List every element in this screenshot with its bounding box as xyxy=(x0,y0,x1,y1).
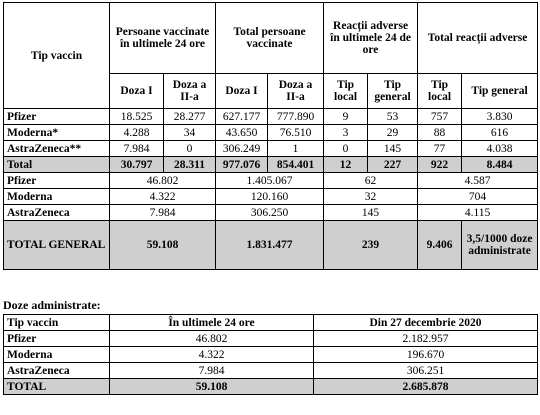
cell: 306.251 xyxy=(314,363,538,379)
cell: 1.405.067 xyxy=(216,173,324,189)
cell: 704 xyxy=(418,189,538,205)
row-name: AstraZeneca xyxy=(4,363,110,379)
table-header-row xyxy=(4,315,538,331)
cell: 7.984 xyxy=(110,363,314,379)
cell: 4.322 xyxy=(110,189,216,205)
header-persoane-24h: Persoane vaccinate în ultimele 24 ore xyxy=(110,3,216,74)
cell: 34 xyxy=(164,125,216,141)
vaccination-table xyxy=(3,2,538,270)
cell-rate: 3,5/1000 doze administrate xyxy=(462,221,538,270)
cell: 627.177 xyxy=(216,109,268,125)
cell: 7.984 xyxy=(110,141,164,157)
cell: 0 xyxy=(164,141,216,157)
row-name: Moderna xyxy=(4,189,110,205)
table-row xyxy=(4,189,538,205)
cell: 4.322 xyxy=(110,347,314,363)
cell: 239 xyxy=(324,221,418,270)
table-row xyxy=(4,331,538,347)
header-24h: În ultimele 24 ore xyxy=(110,315,314,331)
cell: 30.797 xyxy=(110,157,164,173)
header-tip-general: Tip general xyxy=(462,74,538,109)
table-row xyxy=(4,347,538,363)
cell: 88 xyxy=(418,125,462,141)
table-row xyxy=(4,141,538,157)
cell: 3.830 xyxy=(462,109,538,125)
row-name: Pfizer xyxy=(4,109,110,125)
cell: 854.401 xyxy=(268,157,324,173)
cell: 306.249 xyxy=(216,141,268,157)
table-row xyxy=(4,109,538,125)
cell: 120.160 xyxy=(216,189,324,205)
cell: 306.250 xyxy=(216,205,324,221)
cell: 7.984 xyxy=(110,205,216,221)
cell: 29 xyxy=(368,125,418,141)
table-row xyxy=(4,125,538,141)
cell: 18.525 xyxy=(110,109,164,125)
header-reactii-24h: Reacții adverse în ultimele 24 de ore xyxy=(324,3,418,74)
total-row xyxy=(4,379,538,395)
cell: 9.406 xyxy=(418,221,462,270)
row-name: Total xyxy=(4,157,110,173)
cell: 8.484 xyxy=(462,157,538,173)
header-doza1: Doza I xyxy=(110,74,164,109)
table-row xyxy=(4,173,538,189)
cell: 977.076 xyxy=(216,157,268,173)
cell: 53 xyxy=(368,109,418,125)
cell: 46.802 xyxy=(110,173,216,189)
cell: 9 xyxy=(324,109,368,125)
row-name: Moderna xyxy=(4,347,110,363)
cell: 62 xyxy=(324,173,418,189)
header-tip-local: Tip local xyxy=(324,74,368,109)
header-tip-general: Tip general xyxy=(368,74,418,109)
row-name: AstraZeneca xyxy=(4,205,110,221)
header-tip-vaccin: Tip vaccin xyxy=(4,315,110,331)
doses-table xyxy=(3,314,538,395)
row-name: TOTAL GENERAL xyxy=(4,221,110,270)
header-doza2: Doza a II-a xyxy=(268,74,324,109)
cell: 227 xyxy=(368,157,418,173)
cell: 32 xyxy=(324,189,418,205)
cell: 616 xyxy=(462,125,538,141)
section-title: Doze administrate: xyxy=(3,298,101,312)
cell: 757 xyxy=(418,109,462,125)
cell: 4.587 xyxy=(418,173,538,189)
cell: 3 xyxy=(324,125,368,141)
header-tip-vaccin: Tip vaccin xyxy=(4,3,110,109)
total-general-row xyxy=(4,221,538,270)
row-name: Pfizer xyxy=(4,173,110,189)
cell: 0 xyxy=(324,141,368,157)
cell: 59.108 xyxy=(110,221,216,270)
row-name: TOTAL xyxy=(4,379,110,395)
cell: 1 xyxy=(268,141,324,157)
cell: 12 xyxy=(324,157,368,173)
cell: 922 xyxy=(418,157,462,173)
total-row xyxy=(4,157,538,173)
cell: 196.670 xyxy=(314,347,538,363)
header-doza2: Doza a II-a xyxy=(164,74,216,109)
cell: 4.038 xyxy=(462,141,538,157)
cell: 4.115 xyxy=(418,205,538,221)
row-name: Pfizer xyxy=(4,331,110,347)
row-name: Moderna* xyxy=(4,125,110,141)
header-doza1: Doza I xyxy=(216,74,268,109)
cell: 2.182.957 xyxy=(314,331,538,347)
cell: 145 xyxy=(368,141,418,157)
cell: 4.288 xyxy=(110,125,164,141)
cell: 46.802 xyxy=(110,331,314,347)
cell: 77 xyxy=(418,141,462,157)
cell: 76.510 xyxy=(268,125,324,141)
header-since: Din 27 decembrie 2020 xyxy=(314,315,538,331)
header-tip-local: Tip local xyxy=(418,74,462,109)
table-row xyxy=(4,363,538,379)
cell: 1.831.477 xyxy=(216,221,324,270)
cell: 59.108 xyxy=(110,379,314,395)
header-total-reactii: Total reacții adverse xyxy=(418,3,538,74)
cell: 145 xyxy=(324,205,418,221)
cell: 43.650 xyxy=(216,125,268,141)
header-total-persoane: Total persoane vaccinate xyxy=(216,3,324,74)
table-row xyxy=(4,205,538,221)
cell: 28.311 xyxy=(164,157,216,173)
cell: 777.890 xyxy=(268,109,324,125)
cell: 28.277 xyxy=(164,109,216,125)
row-name: AstraZeneca** xyxy=(4,141,110,157)
cell: 2.685.878 xyxy=(314,379,538,395)
